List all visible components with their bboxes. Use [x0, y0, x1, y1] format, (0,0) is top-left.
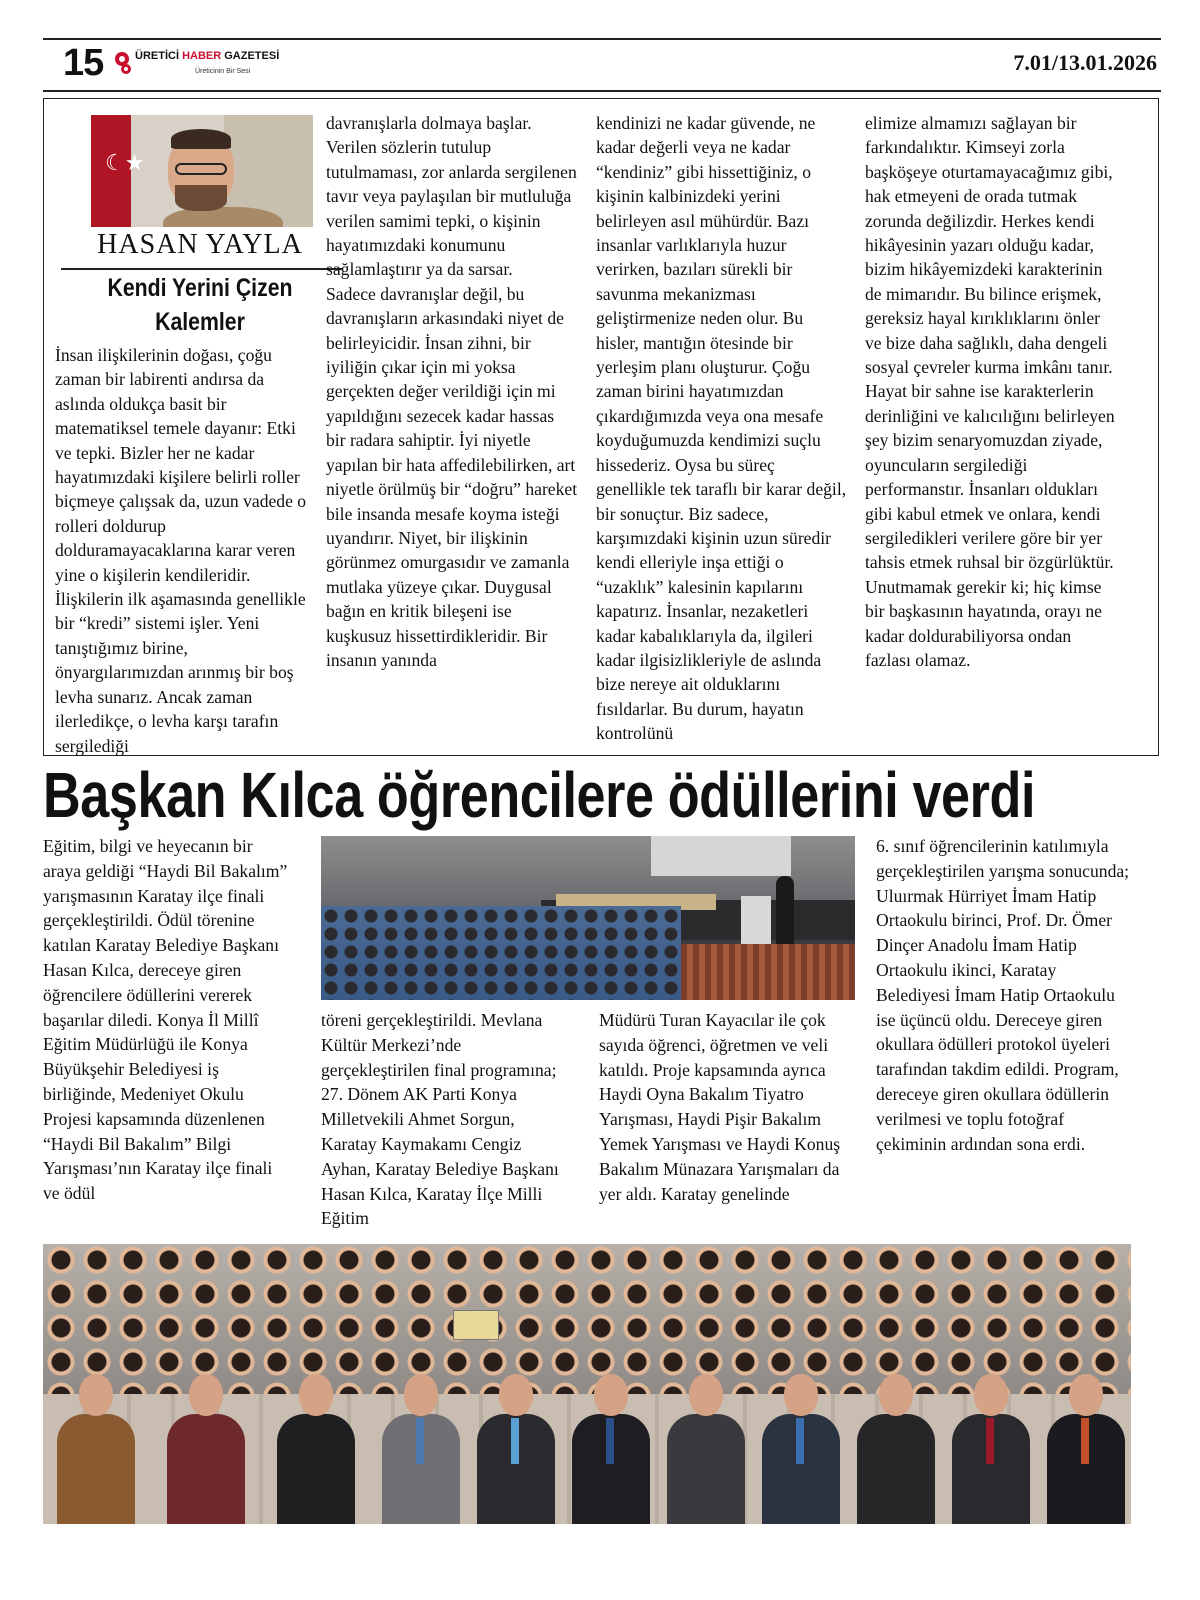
official-figure	[473, 1374, 557, 1524]
author-name: HASAN YAYLA	[97, 229, 303, 260]
audience	[321, 906, 681, 1000]
official-figure	[568, 1374, 652, 1524]
official-figure	[378, 1374, 462, 1524]
page-header	[43, 38, 1161, 92]
article-headline: Başkan Kılca öğrencilere ödüllerini verdi	[43, 759, 1036, 831]
official-figure	[853, 1374, 937, 1524]
newspaper-logo	[115, 46, 305, 86]
column-text-1: İnsan ilişkilerinin doğası, çoğu zaman bir labirenti andırsa da aslında oldukça basit bir matematiksel temele dayanır: Etki ve tepki. Bizler her ne kadar hayatımızdaki kişilere belirli roller biçmeye çalışsak da, uzun vadede o rolleri doldurup dolduramayacaklarına karar veren yine o kişilerin kendileridir. İlişkilerin ilk aşamasında genellikle bir “kredi” sistemi işler. Yeni tanıştığımız birine, önyargılarımızdan arınmış bir boş levha sunarız. Ancak zaman ilerledikçe, o levha karşı tarafın sergilediği	[55, 345, 307, 756]
official-figure	[163, 1374, 247, 1524]
article-text-4: 6. sınıf öğrencilerinin katılımıyla gerçekleştirilen yarışma sonucunda; Uluırmak Hürriyet İmam Hatip Ortaokulu birinci, Prof. Dr. Ömer Dinçer Anadolu İmam Hatip Ortaokulu ikinci, Karatay Belediyesi İmam Hatip Ortaokulu ise üçüncü oldu. Dereceye giren okullara ödülleri protokol üyeleri tarafından takdim edildi. Program, dereceye giren okullara ödüllerin verilmesi ve toplu fotoğraf çekiminin ardından sona erdi.	[876, 836, 1130, 1154]
article-text-2: töreni gerçekleştirildi. Mevlana Kültür Merkezi’nde gerçekleştirilen final programına; 27. Dönem AK Parti Konya Milletvekili Ahmet Sorgun, Karatay Kaymakamı Cengiz Ayhan, Karatay Belediye Başkanı Hasan Kılca, Karatay İlçe Milli Eğitim	[321, 1010, 559, 1229]
article-text-1: Eğitim, bilgi ve heyecanın bir araya geldiği “Haydi Bil Bakalım” yarışmasının Karatay ilçe finali gerçekleştirildi. Ödül törenine katılan Karatay Belediye Başkanı Hasan Kılca, dereceye giren öğrencilere ödüllerini vererek başarılar diledi. Konya İl Millî Eğitim Müdürlüğü ile Konya Büyükşehir Belediyesi iş birliğinde, Medeniyet Okulu Projesi kapsamında düzenlenen “Haydi Bil Bakalım” Bilgi Yarışması’nın Karatay ilçe finali ve ödül	[43, 836, 288, 1204]
column-text-3: kendinizi ne kadar güvende, ne kadar değerli veya ne kadar “kendiniz” gibi hissettiğiniz, o kişinin kalbinizdeki yerini belirleyen asıl mühürdür. Bazı insanlar varlıklarıyla huzur verirken, bazıları sürekli bir savunma mekanizması geliştirmenize neden olur. Bu hisler, mantığın ötesinde bir yerleşim planı oluşturur. Çoğu zaman birini hayatımızdan çıkardığımızda veya ona mesafe koyduğumuzda kendimizi suçlu hissederiz. Oysa bu süreç genellikle tek taraflı bir karar değil, bir sonuçtur. Biz sadece, karşımızdaki kişinin uzun süredir kendi elleriyle inşa ettiği o “uzaklık” kalesinin kapılarını kapatırız. İnsanlar, nezaketleri kadar kabalıklarıyla da, ilgileri kadar ilgisizlikleriyle de aslında bize nereye ait olduklarını fısıldarlar. Bu durum, hayatın kontrolünü	[596, 113, 847, 744]
opinion-column	[43, 98, 1159, 756]
speaker-figure	[776, 876, 794, 946]
event-photo	[321, 836, 855, 1000]
column-text-2: davranışlarla dolmaya başlar. Verilen sözlerin tutulup tutulmaması, zor anlarda sergilenen tavır veya paylaşılan bir mutluluğa verilen samimi tepki, o kişinin hayatımızdaki konumunu sağlamlaştırır ya da sarsar. Sadece davranışlar değil, bu davranışların arkasındaki niyet de belirleyicidir. İnsan zihni, bir iyiliğin çıkar için mi yoksa gerçekten değer verildiği için mi yapıldığını sezecek kadar hassas bir radara sahiptir. İyi niyetle yapılan bir hata affedilebilirken, art niyetle örülmüş bir “doğru” hareket bile insanda mesafe koyma isteği uyandırır. Niyet, bir ilişkinin görünmez omurgasıdır ve zamanla mutlaka yüzeye çıkar. Duygusal bağın en kritik bileşeni ise kuşkusuz hissettirdikleridir. Bir insanın yanında	[326, 113, 578, 670]
column-title: Kendi Yerini Çizen Kalemler	[107, 274, 293, 336]
column-text-4: elimize almamızı sağlayan bir farkındalıktır. Kimseyi zorla başköşeye oturtamayacağımız gibi, hak etmeyeni de orada tutmak zorunda değilizdir. Herkes kendi hikâyesinin yazarı olduğu kadar, bizim hikâyemizdeki karakterinin de mimarıdır. Bu bilince erişmek, gereksiz hayal kırıklıklarını önler ve bize daha sağlıklı, daha dengeli sosyal çevreler kurma imkânı tanır. Hayat bir sahne ise karakterlerin derinliğini ve kalıcılığını belirleyen şey bizim senaryomuzdan ziyade, oyuncuların sergilediği performanstır. İnsanları oldukları gibi kabul etmek ve onlara, kendi sergiledikleri verilere göre bir yer tahsis etmek ruhsal bir özgürlüktür. Unutmamak gerekir ki; hiç kimse bir başkasının hayatında, orayı ne kadar doldurabiliyorsa ondan fazlası olamaz.	[865, 113, 1115, 670]
officials-row	[43, 1348, 1131, 1524]
official-figure	[663, 1374, 747, 1524]
logo-wordmark: ÜRETİCİ HABER GAZETESİ	[135, 50, 280, 62]
projection-screen	[651, 836, 791, 876]
official-figure	[1043, 1374, 1127, 1524]
podium	[741, 896, 771, 948]
official-figure	[948, 1374, 1032, 1524]
held-sign	[453, 1310, 499, 1340]
issue-date: 7.01/13.01.2026	[1013, 50, 1157, 75]
official-figure	[758, 1374, 842, 1524]
page-number: 15	[63, 42, 104, 84]
flag-crescent-icon: ☾★	[105, 151, 145, 176]
author-photo	[91, 115, 313, 227]
divider	[61, 268, 343, 270]
official-figure	[273, 1374, 357, 1524]
article-text-3: Müdürü Turan Kayacılar ile çok sayıda öğrenci, öğretmen ve veli katıldı. Proje kapsamında ayrıca Haydi Oyna Bakalım Tiyatro Yarışması, Haydi Pişir Bakalım Yemek Yarışması ve Haydi Konuş Bakalım Münazara Yarışmaları da yer aldı. Karatay genelinde	[599, 1010, 841, 1204]
logo-slogan: Üreticinin Bir Sesi	[195, 68, 251, 75]
small-gear-icon	[121, 64, 131, 74]
official-figure	[53, 1374, 137, 1524]
group-photo	[43, 1244, 1131, 1524]
